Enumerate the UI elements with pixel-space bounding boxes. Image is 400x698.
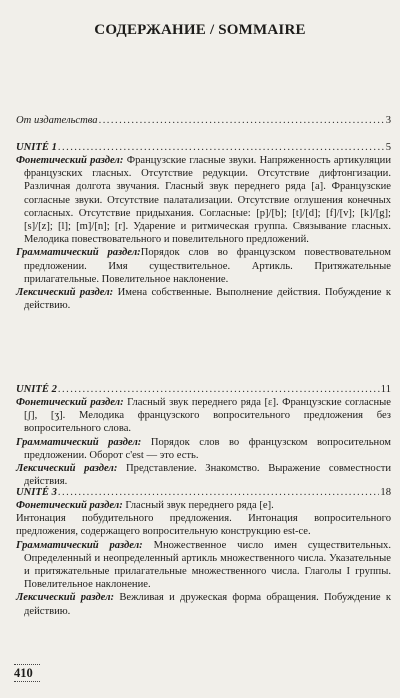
page-title: СОДЕРЖАНИЕ / SOMMAIRE (94, 22, 306, 38)
section-label: Лексический раздел: (16, 592, 115, 604)
unit-3-grammar (16, 539, 391, 592)
section-text: Интонация побудительного предложения. Интонация вопросительного предложения, содержащего вопросительную конструкцию est-ce. (16, 513, 391, 538)
preface-page: 3 (385, 115, 391, 126)
unit-2-label: UNITÉ 2 (16, 384, 57, 395)
section-label: Фонетический раздел: (16, 500, 123, 511)
unit-3 (16, 486, 391, 618)
leader-dots (58, 486, 380, 499)
section-text: Множественное число имен существительных. Определенный и неопределенный артикль множественного числа. Указательные и притяжательные прилагательные множественного числа. Глаголы I группы. Повелительное наклонение. (24, 539, 392, 591)
unit-2-lexical (16, 462, 391, 488)
section-label: Фонетический раздел: (16, 397, 124, 408)
section-label: Лексический раздел: (16, 463, 118, 475)
unit-1 (16, 141, 391, 312)
page-number-rule-bottom (14, 681, 40, 682)
unit-3-page: 18 (380, 487, 391, 498)
unit-2-page: 11 (380, 384, 391, 395)
unit-2 (16, 383, 391, 488)
section-text: Порядок слов во французском вопросительном предложении. Оборот c'est — это есть. (24, 436, 392, 461)
unit-1-phonetic (16, 154, 391, 246)
unit-3-lexical (16, 591, 391, 617)
leader-dots (99, 114, 385, 127)
section-text: Представление. Знакомство. Выражение совместности действия. (24, 463, 391, 488)
section-label: Лексический раздел: (16, 287, 114, 299)
unit-3-phonetic (16, 499, 391, 512)
leader-dots (58, 141, 385, 154)
unit-2-heading[interactable] (16, 383, 391, 396)
section-label: Фонетический раздел: (16, 155, 124, 166)
section-text: Французские гласные звуки. Напряженность артикуляции французских гласных. Отсутствие редукции. Отсутствие дифтонгизации. Различная долгота звучания. Гласный звук переднего ряда [a]. Французские согласные звуки. Отсутствие палатализации. Отсутствие оглушения конечных согласных. Отсутствие придыхания. Согласные: [p]/[b]; [t]/[d]; [f]/[v]; [k]/[g]; [s]/[z]; [l]; [m]/[n]; [r]. Ударение и ритмическая группа. Связывание гласных. Мелодика повествовательного и повелительного предложений. (24, 155, 392, 246)
section-text: Имена собственные. Выполнение действия. Побуждение к действию. (24, 287, 392, 312)
section-label: Грамматический раздел: (16, 247, 141, 259)
unit-2-phonetic (16, 396, 391, 436)
section-text: Гласный звук переднего ряда [e]. (122, 500, 274, 511)
unit-3-heading[interactable] (16, 486, 391, 499)
section-text: Гласный звук переднего ряда [ɛ]. Французские согласные [ʃ], [ʒ]. Мелодика французского вопросительного предложения без вопросительного слова. (24, 397, 392, 435)
preface-label: От издательства (16, 115, 98, 126)
page-number-rule-top (14, 664, 40, 665)
preface-entry[interactable] (16, 114, 391, 127)
leader-dots (58, 383, 380, 396)
section-label: Грамматический раздел: (16, 436, 142, 448)
unit-3-label: UNITÉ 3 (16, 487, 57, 498)
unit-1-grammar (16, 246, 391, 286)
unit-2-grammar (16, 436, 391, 462)
unit-3-intonation (16, 512, 391, 538)
page-number: 410 (14, 666, 33, 680)
section-label: Грамматический раздел: (16, 539, 143, 551)
section-text: Вежливая и дружеская форма обращения. Побуждение к действию. (24, 592, 392, 617)
section-text: Порядок слов во французском повествовательном предложении. Имя существительное. Артикль. Притяжательные прилагательные. Повелительное наклонение. (24, 247, 391, 285)
unit-1-heading[interactable] (16, 141, 391, 154)
unit-1-label: UNITÉ 1 (16, 142, 57, 153)
unit-1-lexical (16, 286, 391, 312)
unit-1-page: 5 (385, 142, 391, 153)
